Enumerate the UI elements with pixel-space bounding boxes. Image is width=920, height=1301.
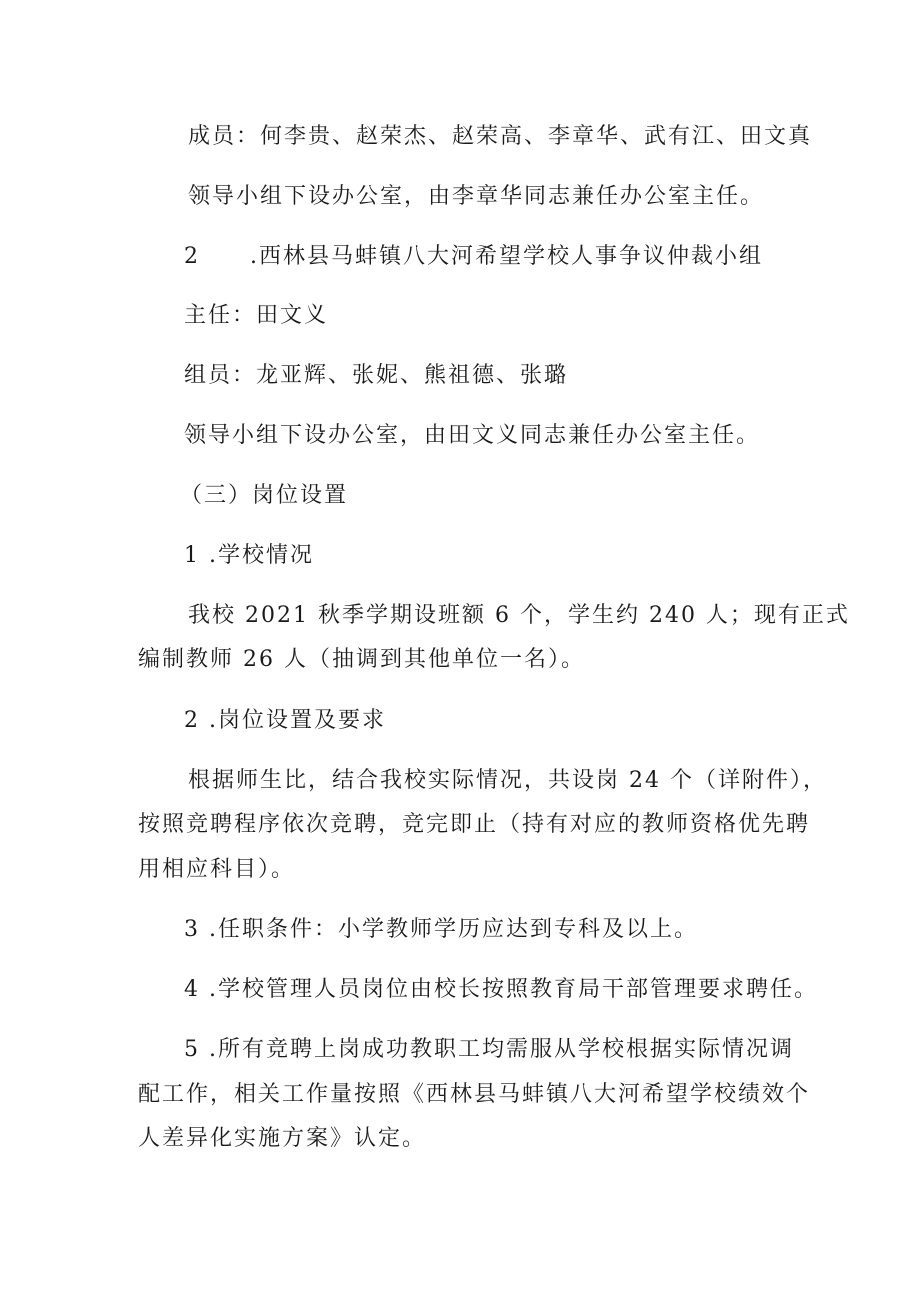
item-5-text-3: 人差异化实施方案》认定。 xyxy=(138,1126,427,1151)
members-line xyxy=(188,122,812,152)
item-5-line-1 xyxy=(184,1035,794,1065)
item-4-text: 4 .学校管理人员岗位由校长按照教育局干部管理要求聘任。 xyxy=(184,977,818,1002)
positions-line-1 xyxy=(188,766,827,796)
school-info-text-2: 编制教师 26 人（抽调到其他单位一名）。 xyxy=(138,647,585,672)
item-3-text: 3 .任职条件：小学教师学历应达到专科及以上。 xyxy=(184,917,698,942)
item-2-title: 2 .岗位设置及要求 xyxy=(184,708,386,733)
section-2-number: 2 xyxy=(184,244,200,269)
section-3-heading xyxy=(180,481,348,511)
item-5-text-1: 5 .所有竞聘上岗成功教职工均需服从学校根据实际情况调 xyxy=(184,1037,794,1062)
section-2-heading xyxy=(184,242,763,272)
item-1-heading xyxy=(184,541,314,571)
item-3-line xyxy=(184,915,698,945)
positions-text-3: 用相应科目）。 xyxy=(138,857,296,882)
school-info-line-2 xyxy=(138,645,585,675)
director-line xyxy=(184,301,328,331)
school-info-text-1: 我校 2021 秋季学期设班额 6 个，学生约 240 人；现有正式 xyxy=(188,603,850,628)
positions-line-3 xyxy=(138,855,295,885)
positions-text-2: 按照竞聘程序依次竞聘，竞完即止（持有对应的教师资格优先聘 xyxy=(138,812,811,837)
office-line-1 xyxy=(188,182,764,212)
section-2-title: .西林县马蚌镇八大河希望学校人事争议仲裁小组 xyxy=(250,244,763,269)
item-2-heading xyxy=(184,706,386,736)
school-info-line-1 xyxy=(188,601,850,631)
positions-text-1: 根据师生比，结合我校实际情况，共设岗 24 个（详附件）， xyxy=(188,768,827,793)
office-text-2: 领导小组下设办公室，由田文义同志兼任办公室主任。 xyxy=(184,423,761,448)
item-5-text-2: 配工作，相关工作量按照《西林县马蚌镇八大河希望学校绩效个 xyxy=(138,1082,811,1107)
office-line-2 xyxy=(184,421,760,451)
section-3-title: （三）岗位设置 xyxy=(180,483,349,508)
item-5-line-2 xyxy=(138,1080,810,1110)
members-text: 成员：何李贵、赵荣杰、赵荣高、李章华、武有江、田文真 xyxy=(188,124,813,149)
group-members-text: 组员：龙亚辉、张妮、熊祖德、张璐 xyxy=(184,363,569,388)
item-1-title: 1 .学校情况 xyxy=(184,543,314,568)
item-4-line xyxy=(184,975,818,1005)
positions-line-2 xyxy=(138,810,810,840)
office-text-1: 领导小组下设办公室，由李章华同志兼任办公室主任。 xyxy=(188,184,765,209)
item-5-line-3 xyxy=(138,1124,426,1154)
director-text: 主任：田文义 xyxy=(184,303,329,328)
group-members-line xyxy=(184,361,568,391)
